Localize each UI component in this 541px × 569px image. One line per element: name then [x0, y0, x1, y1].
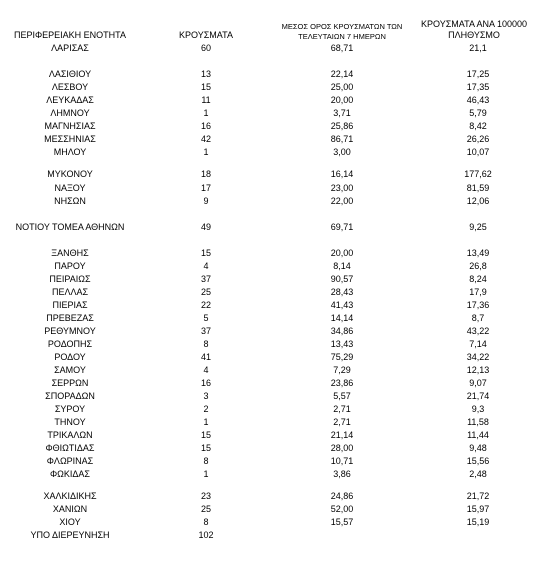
region-cell: ΛΑΡΙΣΑΣ: [51, 43, 89, 53]
cases-cell: 42: [200, 134, 211, 144]
per100k-cell: 12,13: [466, 365, 490, 375]
region-cell: ΥΠΟ ΔΙΕΡΕΥΝΗΣΗ: [30, 530, 110, 540]
header-per100k-line2: ΠΛΗΘΥΣΜΟ: [448, 30, 500, 40]
region-cell: ΜΑΓΝΗΣΙΑΣ: [44, 121, 96, 131]
region-cell: ΦΘΙΩΤΙΔΑΣ: [45, 443, 95, 453]
cases-cell: 5: [203, 313, 209, 323]
table-row: [0, 286, 541, 299]
table-row: [0, 42, 541, 55]
per100k-cell: 2,48: [469, 469, 487, 479]
avg-cell: 2,71: [333, 417, 351, 427]
cases-cell: 13: [200, 69, 211, 79]
table-row: [0, 107, 541, 120]
region-cell: ΠΕΛΛΑΣ: [51, 287, 89, 297]
avg-cell: 20,00: [330, 95, 354, 105]
per100k-cell: 43,22: [466, 326, 490, 336]
table-row: [0, 146, 541, 159]
cases-cell: 17: [200, 183, 211, 193]
avg-cell: 25,00: [330, 82, 354, 92]
header-per100k: [408, 19, 540, 41]
region-cell: ΦΛΩΡΙΝΑΣ: [46, 456, 94, 466]
per100k-cell: 81,59: [466, 183, 490, 193]
table-row: [0, 81, 541, 94]
region-cell: ΠΑΡΟΥ: [54, 261, 86, 271]
table-row: [0, 503, 541, 516]
per100k-cell: 9,3: [471, 404, 485, 414]
table-row: [0, 364, 541, 377]
cases-cell: 1: [203, 147, 209, 157]
table-row: [0, 351, 541, 364]
header-avg-line1: ΜΕΣΟΣ ΟΡΟΣ ΚΡΟΥΣΜΑΤΩΝ ΤΩΝ: [281, 22, 403, 31]
avg-cell: 24,86: [330, 491, 354, 501]
avg-cell: 8,14: [333, 261, 351, 271]
region-cell: ΛΕΣΒΟΥ: [51, 82, 89, 92]
avg-cell: 15,57: [330, 517, 354, 527]
per100k-cell: 8,24: [469, 274, 487, 284]
avg-cell: 68,71: [330, 43, 354, 53]
per100k-cell: 11,58: [467, 417, 489, 427]
per100k-cell: 13,49: [466, 248, 490, 258]
avg-cell: 86,71: [330, 134, 354, 144]
region-cell: ΣΥΡΟΥ: [54, 404, 86, 414]
region-cell: ΤΡΙΚΑΛΩΝ: [47, 430, 93, 440]
region-cell: ΧΑΝΙΩΝ: [52, 504, 88, 514]
per100k-cell: 26,8: [469, 261, 487, 271]
avg-cell: 28,00: [330, 443, 354, 453]
avg-cell: 20,00: [330, 248, 354, 258]
header-avg: [266, 22, 418, 42]
cases-cell: 22: [200, 300, 211, 310]
table-row: [0, 182, 541, 195]
table-row: [0, 416, 541, 429]
header-per100k-line1: ΚΡΟΥΣΜΑΤΑ ΑΝΑ 100000: [421, 19, 527, 29]
region-cell: ΞΑΝΘΗΣ: [51, 248, 89, 258]
region-cell: ΣΕΡΡΩΝ: [51, 378, 89, 388]
region-cell: ΧΙΟΥ: [59, 517, 81, 527]
cases-cell: 25: [200, 287, 211, 297]
per100k-cell: 8,42: [469, 121, 487, 131]
region-cell: ΡΕΘΥΜΝΟΥ: [44, 326, 96, 336]
table-row: [0, 529, 541, 542]
per100k-cell: 10,07: [466, 147, 490, 157]
table-row: [0, 490, 541, 503]
cases-cell: 49: [200, 222, 211, 232]
cases-cell: 11: [201, 95, 211, 105]
per100k-cell: 46,43: [466, 95, 490, 105]
table-row: [0, 68, 541, 81]
table-row: [0, 260, 541, 273]
avg-cell: 16,14: [330, 169, 354, 179]
table-row: [0, 312, 541, 325]
avg-cell: 34,86: [330, 326, 354, 336]
cases-cell: 15: [200, 82, 211, 92]
cases-cell: 41: [200, 352, 211, 362]
per100k-cell: 26,26: [466, 134, 490, 144]
cases-cell: 37: [200, 326, 211, 336]
table-row: [0, 273, 541, 286]
table-row: [0, 120, 541, 133]
table-row: [0, 390, 541, 403]
region-cell: ΝΗΣΩΝ: [54, 196, 86, 206]
per100k-cell: 9,48: [469, 443, 487, 453]
cases-cell: 16: [200, 121, 211, 131]
cases-cell: 102: [198, 530, 214, 540]
avg-cell: 52,00: [330, 504, 354, 514]
cases-cell: 2: [203, 404, 209, 414]
per100k-cell: 5,79: [469, 108, 487, 118]
header-cases: ΚΡΟΥΣΜΑΤΑ: [179, 30, 233, 40]
per100k-cell: 17,35: [466, 82, 490, 92]
header-avg-line2: ΤΕΛΕΥΤΑΙΩΝ 7 ΗΜΕΡΩΝ: [298, 32, 386, 41]
avg-cell: 22,14: [330, 69, 354, 79]
cases-cell: 23: [200, 491, 211, 501]
per100k-cell: 15,97: [466, 504, 490, 514]
table-row: [0, 377, 541, 390]
cases-cell: 1: [203, 469, 209, 479]
region-cell: ΦΩΚΙΔΑΣ: [50, 469, 90, 479]
per100k-cell: 177,62: [464, 169, 492, 179]
avg-cell: 69,71: [330, 222, 354, 232]
table-row: [0, 338, 541, 351]
per100k-cell: 15,56: [466, 456, 490, 466]
cases-cell: 8: [203, 339, 209, 349]
per100k-cell: 21,72: [466, 491, 490, 501]
table-row: [0, 299, 541, 312]
per100k-cell: 7,14: [469, 339, 487, 349]
per100k-cell: 21,74: [466, 391, 490, 401]
region-cell: ΜΗΛΟΥ: [53, 147, 87, 157]
region-cell: ΛΕΥΚΑΔΑΣ: [46, 95, 94, 105]
avg-cell: 3,71: [333, 108, 351, 118]
region-cell: ΤΗΝΟΥ: [54, 417, 86, 427]
avg-cell: 23,86: [330, 378, 354, 388]
region-cell: ΠΕΙΡΑΙΩΣ: [49, 274, 91, 284]
per100k-cell: 21,1: [469, 43, 487, 53]
cases-cell: 18: [200, 169, 211, 179]
cases-cell: 4: [203, 365, 209, 375]
per100k-cell: 8,7: [471, 313, 485, 323]
region-cell: ΛΑΣΙΘΙΟΥ: [48, 69, 92, 79]
table-row: [0, 442, 541, 455]
cases-cell: 9: [203, 196, 209, 206]
avg-cell: 2,71: [333, 404, 351, 414]
region-cell: ΜΕΣΣΗΝΙΑΣ: [44, 134, 96, 144]
cases-cell: 3: [203, 391, 209, 401]
table-row: [0, 403, 541, 416]
per100k-cell: 34,22: [466, 352, 490, 362]
avg-cell: 7,29: [333, 365, 351, 375]
per100k-cell: 9,25: [469, 222, 487, 232]
per100k-cell: 15,19: [466, 517, 490, 527]
table-row: [0, 516, 541, 529]
region-cell: ΜΥΚΟΝΟΥ: [47, 169, 93, 179]
cases-cell: 1: [203, 108, 209, 118]
header-region: ΠΕΡΙΦΕΡΕΙΑΚΗ ΕΝΟΤΗΤΑ: [13, 30, 127, 40]
region-cell: ΧΑΛΚΙΔΙΚΗΣ: [43, 491, 97, 501]
table-row: [0, 455, 541, 468]
region-cell: ΣΠΟΡΑΔΩΝ: [45, 391, 95, 401]
avg-cell: 3,00: [333, 147, 351, 157]
cases-cell: 60: [200, 43, 211, 53]
avg-cell: 25,86: [330, 121, 354, 131]
avg-cell: 5,57: [333, 391, 351, 401]
per100k-cell: 17,36: [466, 300, 490, 310]
region-cell: ΣΑΜΟΥ: [54, 365, 86, 375]
table-row: [0, 221, 541, 234]
region-cell: ΠΡΕΒΕΖΑΣ: [46, 313, 94, 323]
region-cell: ΡΟΔΟΥ: [54, 352, 86, 362]
table-row: [0, 429, 541, 442]
cases-cell: 8: [203, 517, 209, 527]
table-row: [0, 195, 541, 208]
region-cell: ΝΑΞΟΥ: [54, 183, 86, 193]
cases-cell: 4: [203, 261, 209, 271]
avg-cell: 10,71: [330, 456, 354, 466]
avg-cell: 23,00: [330, 183, 354, 193]
cases-cell: 16: [200, 378, 211, 388]
region-cell: ΝΟΤΙΟΥ ΤΟΜΕΑ ΑΘΗΝΩΝ: [15, 222, 125, 232]
table-row: [0, 133, 541, 146]
avg-cell: 14,14: [330, 313, 354, 323]
region-cell: ΠΙΕΡΙΑΣ: [52, 300, 88, 310]
cases-cell: 15: [200, 248, 211, 258]
table-row: [0, 468, 541, 481]
avg-cell: 28,43: [330, 287, 354, 297]
avg-cell: 90,57: [330, 274, 354, 284]
avg-cell: 21,14: [330, 430, 354, 440]
cases-cell: 1: [203, 417, 209, 427]
region-cell: ΡΟΔΟΠΗΣ: [47, 339, 93, 349]
avg-cell: 13,43: [330, 339, 354, 349]
cases-cell: 8: [203, 456, 209, 466]
per100k-cell: 17,9: [469, 287, 487, 297]
cases-cell: 25: [200, 504, 211, 514]
avg-cell: 22,00: [330, 196, 354, 206]
per100k-cell: 11,44: [467, 430, 489, 440]
table-row: [0, 247, 541, 260]
avg-cell: 75,29: [330, 352, 354, 362]
per100k-cell: 12,06: [466, 196, 490, 206]
region-cell: ΛΗΜΝΟΥ: [50, 108, 90, 118]
cases-cell: 15: [200, 430, 211, 440]
table-row: [0, 168, 541, 181]
table-row: [0, 325, 541, 338]
per100k-cell: 9,07: [469, 378, 487, 388]
cases-cell: 15: [200, 443, 211, 453]
per100k-cell: 17,25: [466, 69, 490, 79]
cases-cell: 37: [200, 274, 211, 284]
avg-cell: 3,86: [333, 469, 351, 479]
table-row: [0, 94, 541, 107]
avg-cell: 41,43: [330, 300, 354, 310]
